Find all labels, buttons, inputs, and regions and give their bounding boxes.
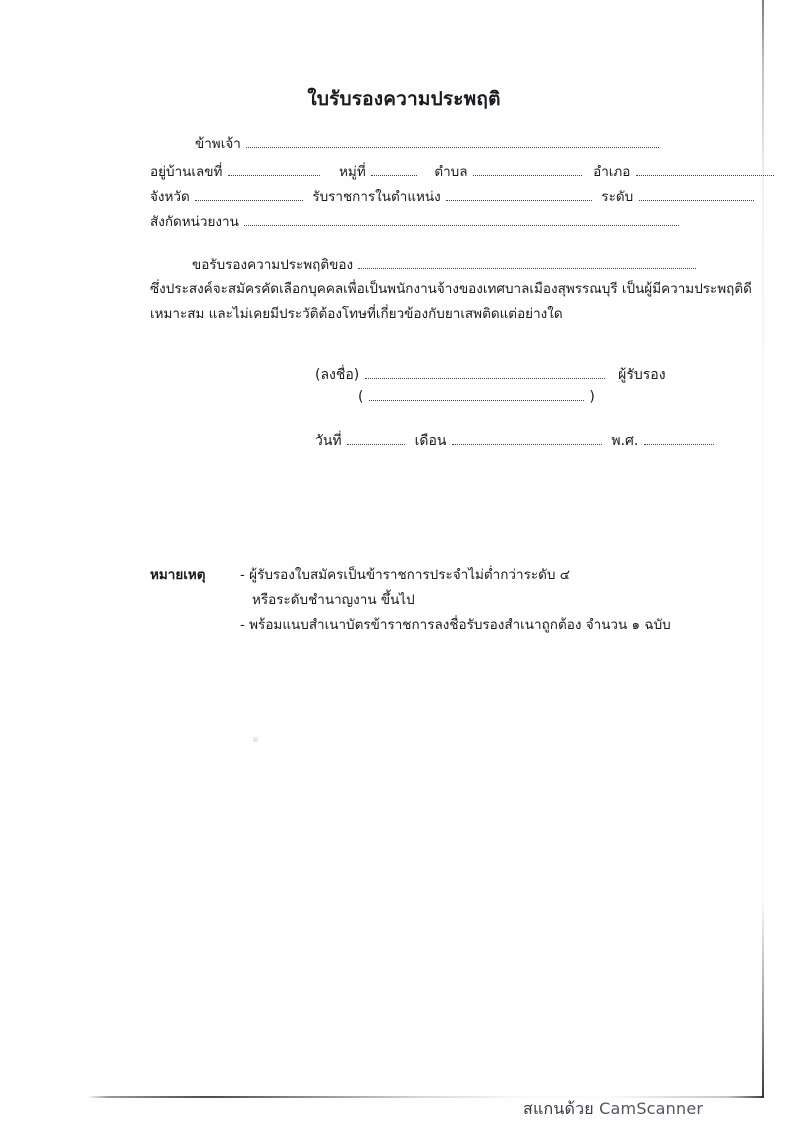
- note-item: - ผู้รับรองใบสมัครเป็นข้าราชการประจำไม่ต่ำกว่าระดับ ๔: [240, 567, 570, 583]
- field-row-province-position: [150, 189, 755, 204]
- signature-name-row: [358, 389, 595, 405]
- label-certify-conduct-of: ขอรับรองความประพฤติของ: [192, 257, 354, 273]
- field-row-address: [150, 164, 775, 179]
- input-province[interactable]: [195, 189, 303, 201]
- camscanner-watermark: [523, 1097, 703, 1122]
- scan-speck: [253, 737, 258, 742]
- label-certifier-role: ผู้รับรอง: [618, 367, 666, 383]
- label-agency: สังกัดหน่วยงาน: [150, 214, 239, 230]
- input-house-number[interactable]: [228, 164, 320, 176]
- paragraph-line-2: ซึ่งประสงค์จะสมัครคัดเลือกบุคคลเพื่อเป็นพนักงานจ้างของเทศบาลเมืองสุพรรณบุรี เป็นผู้มีความประพฤติดี: [150, 281, 752, 297]
- input-year[interactable]: [644, 433, 714, 445]
- input-certified-person-name[interactable]: [358, 257, 696, 269]
- label-applicant: ข้าพเจ้า: [195, 136, 241, 152]
- page-title: ใบรับรองความประพฤติ: [307, 88, 501, 110]
- input-moo[interactable]: [371, 164, 417, 176]
- field-row-applicant: [195, 136, 660, 151]
- date-row: [315, 430, 715, 452]
- label-buddhist-year: พ.ศ.: [611, 433, 639, 449]
- input-position[interactable]: [446, 189, 592, 201]
- field-row-agency: [150, 214, 680, 229]
- notes-label: หมายเหตุ: [150, 567, 206, 583]
- label-level: ระดับ: [601, 189, 634, 205]
- input-applicant-name[interactable]: [246, 136, 659, 148]
- signature-row: [315, 364, 666, 386]
- label-province: จังหวัด: [150, 189, 190, 205]
- label-moo: หมู่ที่: [339, 164, 366, 180]
- label-signature: (ลงชื่อ): [315, 367, 360, 383]
- camscanner-brand-label: CamScanner: [599, 1099, 704, 1118]
- scanned-with-label: สแกนด้วย: [523, 1099, 594, 1118]
- certify-line: [192, 257, 697, 272]
- input-amphoe[interactable]: [636, 164, 774, 176]
- label-close-paren: ): [589, 389, 595, 405]
- paragraph-line-3: เหมาะสม และไม่เคยมีประวัติต้องโทษที่เกี่ยวข้องกับยาเสพติดแต่อย่างใด: [150, 306, 563, 322]
- note-item: หรือระดับชำนาญงาน ขึ้นไป: [252, 592, 415, 608]
- label-month: เดือน: [414, 433, 447, 449]
- input-signature[interactable]: [365, 367, 605, 379]
- input-tambon[interactable]: [473, 164, 582, 176]
- label-position: รับราชการในตำแหน่ง: [312, 189, 441, 205]
- label-open-paren: (: [358, 389, 364, 405]
- input-month[interactable]: [452, 433, 602, 445]
- label-date: วันที่: [315, 433, 342, 449]
- note-item: - พร้อมแนบสำเนาบัตรข้าราชการลงชื่อรับรองสำเนาถูกต้อง จำนวน ๑ ฉบับ: [240, 617, 671, 633]
- input-certifier-name[interactable]: [369, 389, 584, 401]
- label-tambon: ตำบล: [434, 164, 468, 180]
- label-amphoe: อำเภอ: [593, 164, 631, 180]
- input-level[interactable]: [639, 189, 754, 201]
- input-agency[interactable]: [244, 214, 679, 226]
- input-day[interactable]: [347, 433, 405, 445]
- label-house-number: อยู่บ้านเลขที่: [150, 164, 223, 180]
